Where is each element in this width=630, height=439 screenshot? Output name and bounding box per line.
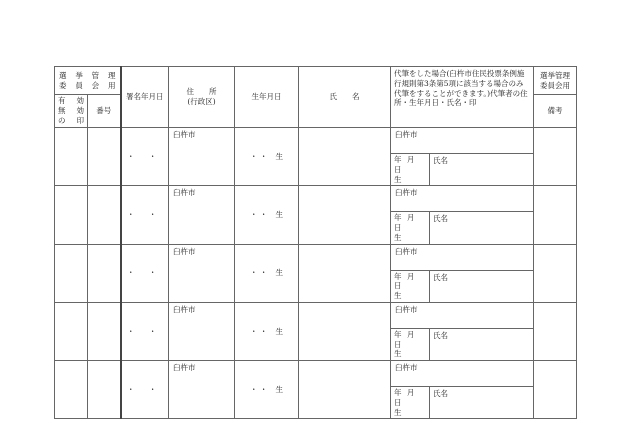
proxy-address-cell[interactable]: 臼杵市: [391, 361, 534, 387]
validity-cell[interactable]: [55, 244, 88, 302]
remarks-cell[interactable]: [534, 302, 577, 360]
name-cell[interactable]: [299, 186, 391, 244]
birthdate-cell[interactable]: [235, 361, 299, 419]
table-row: [55, 361, 577, 387]
proxy-sei: 生: [394, 291, 402, 300]
proxy-sei: 生: [394, 407, 402, 417]
signing-date-header: 署名年月日: [121, 67, 169, 128]
birth-suffix: 生: [275, 210, 283, 219]
proxy-birthdate-cell[interactable]: [391, 328, 430, 360]
admin-right-line2: 委員会用: [540, 80, 571, 90]
number-header: 番号: [88, 95, 121, 128]
table-row: [55, 186, 577, 212]
proxy-sei: 生: [394, 349, 402, 359]
proxy-note-header: 代筆をした場合(臼杵市住民投票条例施行規則第3条第5項に該当する場合のみ代筆をすることができます。)代筆者の住所・生年月日・氏名・印: [391, 67, 534, 128]
name-cell[interactable]: [299, 302, 391, 360]
admin-right-line1: 選挙管理: [540, 70, 571, 80]
address-cell[interactable]: 臼杵市: [169, 302, 235, 360]
admin-use-line1: 選 挙 管 理: [59, 70, 116, 80]
proxy-birthdate-cell[interactable]: [391, 212, 430, 244]
validity-cell[interactable]: [55, 128, 88, 186]
address-header-line1: 住 所: [186, 87, 217, 97]
signing-date-cell[interactable]: ・ ・: [121, 128, 169, 186]
signing-date-cell[interactable]: ・ ・: [121, 186, 169, 244]
remarks-header: 備考: [534, 95, 577, 128]
birth-dots: ・ ・: [250, 268, 268, 278]
number-cell[interactable]: [88, 302, 121, 360]
number-cell[interactable]: [88, 244, 121, 302]
proxy-name-cell[interactable]: 氏名: [430, 270, 534, 302]
birth-suffix: 生: [275, 326, 283, 336]
birth-dots: ・ ・: [250, 326, 268, 336]
signature-form-table: [54, 66, 577, 419]
remarks-cell[interactable]: [534, 244, 577, 302]
remarks-cell[interactable]: [534, 186, 577, 244]
birth-dots: ・ ・: [250, 210, 268, 219]
birth-dots: ・ ・: [250, 384, 268, 394]
proxy-address-cell[interactable]: 臼杵市: [391, 128, 534, 154]
address-cell[interactable]: 臼杵市: [169, 361, 235, 419]
admin-use-header: [55, 67, 121, 95]
remarks-cell[interactable]: [534, 128, 577, 186]
proxy-name-cell[interactable]: 氏名: [430, 328, 534, 360]
signing-date-cell[interactable]: ・ ・: [121, 302, 169, 360]
proxy-address-cell[interactable]: 臼杵市: [391, 244, 534, 270]
validity-cell[interactable]: [55, 361, 88, 419]
birthdate-cell[interactable]: [235, 128, 299, 186]
proxy-address-cell[interactable]: 臼杵市: [391, 186, 534, 212]
proxy-birthdate-cell[interactable]: [391, 154, 430, 186]
number-cell[interactable]: [88, 361, 121, 419]
birth-suffix: 生: [275, 384, 283, 394]
validity-cell[interactable]: [55, 186, 88, 244]
name-header: 氏 名: [299, 67, 391, 128]
proxy-ymd: 年 月 日: [394, 213, 415, 232]
table-row: [55, 244, 577, 270]
name-cell[interactable]: [299, 244, 391, 302]
proxy-name-cell[interactable]: 氏名: [430, 387, 534, 419]
proxy-ymd: 年 月 日: [394, 155, 415, 174]
proxy-birthdate-cell[interactable]: [391, 387, 430, 419]
validity-line2: 無 効: [58, 106, 84, 116]
address-cell[interactable]: 臼杵市: [169, 186, 235, 244]
address-header: [169, 67, 235, 128]
validity-stamp-header: [55, 95, 88, 128]
table-row: [55, 128, 577, 154]
proxy-sei: 生: [394, 174, 402, 184]
number-cell[interactable]: [88, 186, 121, 244]
proxy-sei: 生: [394, 232, 402, 242]
name-cell[interactable]: [299, 361, 391, 419]
proxy-birthdate-cell[interactable]: [391, 270, 430, 302]
birth-suffix: 生: [275, 268, 283, 278]
signing-date-cell[interactable]: ・ ・: [121, 244, 169, 302]
proxy-name-cell[interactable]: 氏名: [430, 154, 534, 186]
address-cell[interactable]: 臼杵市: [169, 244, 235, 302]
signing-date-cell[interactable]: ・ ・: [121, 361, 169, 419]
proxy-ymd: 年 月 日: [394, 388, 415, 407]
validity-cell[interactable]: [55, 302, 88, 360]
address-header-line2: (行政区): [187, 97, 216, 106]
admin-use-line2: 委 員 会 用: [59, 80, 116, 90]
birth-dots: ・ ・: [250, 151, 268, 161]
proxy-ymd: 年 月 日: [394, 329, 415, 349]
address-cell[interactable]: 臼杵市: [169, 128, 235, 186]
table-row: [55, 302, 577, 328]
name-cell[interactable]: [299, 128, 391, 186]
birth-suffix: 生: [275, 151, 283, 161]
number-cell[interactable]: [88, 128, 121, 186]
validity-line3: の 印: [58, 115, 84, 125]
validity-line1: 有 効: [58, 96, 84, 106]
proxy-name-cell[interactable]: 氏名: [430, 212, 534, 244]
proxy-address-cell[interactable]: 臼杵市: [391, 302, 534, 328]
remarks-cell[interactable]: [534, 361, 577, 419]
proxy-ymd: 年 月 日: [394, 271, 415, 291]
birthdate-cell[interactable]: [235, 302, 299, 360]
birthdate-header: 生年月日: [235, 67, 299, 128]
birthdate-cell[interactable]: [235, 244, 299, 302]
birthdate-cell[interactable]: [235, 186, 299, 244]
admin-use-right-header: [534, 67, 577, 95]
